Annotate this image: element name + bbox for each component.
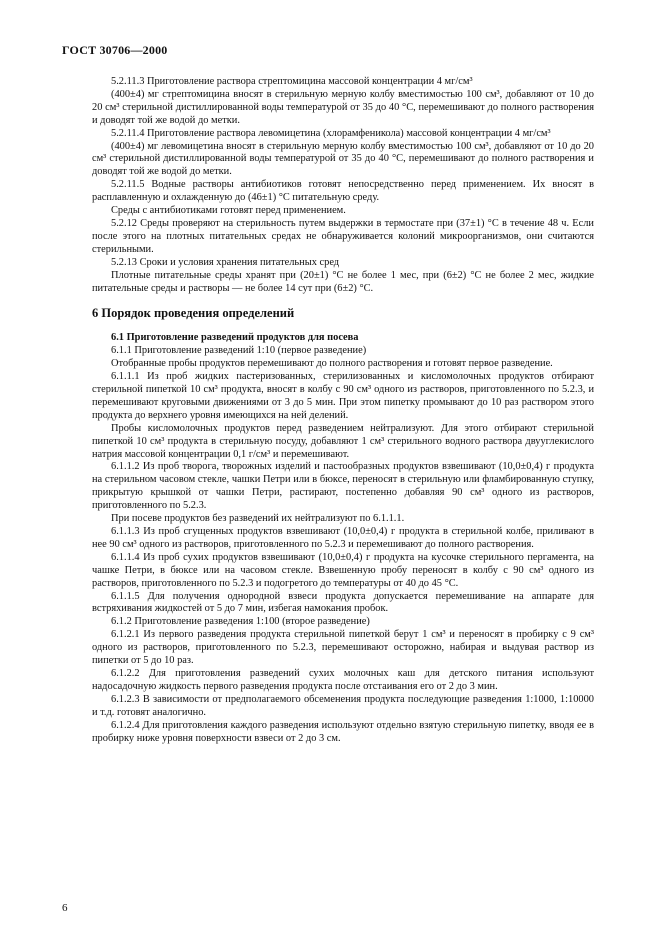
- paragraph: 6.1.2.3 В зависимости от предполагаемого обсеменения продукта последующие разведения 1:1000, 1:10000 и т.д. готовят аналогично.: [92, 693, 594, 718]
- paragraph: Отобранные пробы продуктов перемешивают до полного растворения и готовят первое разведение.: [111, 358, 553, 370]
- paragraph: (400±4) мг левомицетина вносят в стерильную мерную колбу вместимостью 100 см³, добавляют от 10 до 20 см³ стерильной дистиллированной воды температурой от 35 до 40 °С, перемешивают до полного растворения и доводят той же водой до метки.: [92, 140, 594, 178]
- paragraph: Плотные питательные среды хранят при (20±1) °С не более 1 мес, при (6±2) °С не более 2 мес, жидкие питательные среды и растворы — не более 14 сут при (6±2) °С.: [92, 269, 594, 294]
- paragraph: 6.1.1 Приготовление разведений 1:10 (первое разведение): [111, 345, 367, 357]
- paragraph: 6.1.2 Приготовление разведения 1:100 (второе разведение): [111, 616, 370, 628]
- paragraph: 6.1.1.2 Из проб творога, творожных изделий и пастообразных продуктов взвешивают (10,0±0,4) г продукта на стерильном часовом стекле, чашки Петри или в бюксе, переносят в стерильную или фламбированную ступку, прикрытую крышкой от чашки Петри, растирают, постепенно добавляя 90 см³ одного из растворов, приготовленного по 5.2.3.: [92, 461, 594, 512]
- paragraph: 5.2.11.3 Приготовление раствора стрептомицина массовой концентрации 4 мг/см³: [111, 76, 473, 87]
- paragraph: 6.1.1.5 Для получения однородной взвеси продукта допускается перемешивание на аппарате для встряхивания жидкостей от 5 до 7 мин, избегая намокания пробок.: [92, 590, 594, 615]
- paragraph: 6.1.2.4 Для приготовления каждого разведения используют отдельно взятую стерильную пипетку, вводя ее в пробирку ниже уровня поверхности взвеси от 2 до 3 см.: [92, 719, 594, 744]
- document-header: ГОСТ 30706—2000: [62, 43, 168, 57]
- paragraph: (400±4) мг стрептомицина вносят в стерильную мерную колбу вместимостью 100 см³, добавляют от 10 до 20 см³ стерильной дистиллированной воды температурой от 35 до 40 °С, перемешивают до полного растворения и доводят той же водой до метки.: [92, 88, 594, 126]
- paragraph: При посеве продуктов без разведений их нейтрализуют по 6.1.1.1.: [111, 513, 405, 525]
- paragraph: 6.1.2.1 Из первого разведения продукта стерильной пипеткой берут 1 см³ и переносят в пробирку с 9 см³ одного из растворов, приготовленного по 5.2.3, перемешивают осторожно, набирая и выдувая раствор из пипетки от 5 до 10 раз.: [92, 629, 594, 667]
- subsection-heading: 6.1 Приготовление разведений продуктов для посева: [111, 332, 359, 344]
- paragraph: 6.1.2.2 Для приготовления разведений сухих молочных каш для детского питания используют надосадочную жидкость первого разведения продукта после отстаивания его от 2 до 3 мин.: [92, 667, 594, 692]
- paragraph: 5.2.11.4 Приготовление раствора левомицетина (хлорамфеникола) массовой концентрации 4 мг/см³: [111, 127, 551, 139]
- document-body: [92, 76, 594, 745]
- paragraph: 5.2.12 Среды проверяют на стерильность путем выдержки в термостате при (37±1) °С в течение 48 ч. Если после этого на плотных питательных средах не обнаруживается колоний микроорганизмов, они считаются стерильными.: [92, 217, 594, 255]
- section-heading: 6 Порядок проведения определений: [92, 306, 295, 321]
- paragraph: Пробы кисломолочных продуктов перед разведением нейтрализуют. Для этого отбирают стерильной пипеткой 10 см³ продукта в стерильную посуду, добавляют 1 см³ стерильного водного раствора двууглекислого натрия массовой концентрации 0,1 г/см³ и перемешивают.: [92, 422, 594, 460]
- paragraph: 5.2.11.5 Водные растворы антибиотиков готовят непосредственно перед применением. Их вносят в расплавленную и охлажденную до (46±1) °С питательную среду.: [92, 179, 594, 204]
- paragraph: 6.1.1.3 Из проб сгущенных продуктов взвешивают (10,0±0,4) г продукта в стерильной колбе, приливают в нее 90 см³ одного из растворов, приготовленного по 5.2.3 и перемешивают до полного растворения.: [92, 526, 594, 550]
- paragraph: 5.2.13 Сроки и условия хранения питательных сред: [111, 256, 340, 268]
- page-number: 6: [62, 902, 68, 914]
- paragraph: 6.1.1.1 Из проб жидких пастеризованных, стерилизованных и кисломолочных продуктов отбирают стерильной пипеткой 10 см³ продукта, вносят в колбу с 90 см³ одного из растворов, приготовленного по 5.2.3, и перемешивают круговыми движениями от 3 до 5 мин. При этом пипетку промывают до 10 раз раствором этого продукта до верхнего уровня имеющихся на ней делений.: [92, 371, 594, 421]
- paragraph: Среды с антибиотиками готовят перед применением.: [111, 205, 346, 217]
- paragraph: 6.1.1.4 Из проб сухих продуктов взвешивают (10,0±0,4) г продукта на кусочке стерильного пергамента, на чашке Петри, в бюксе или на часовом стекле. Взвешенную пробу переносят в колбу с 90 см³ одного из растворов, приготовленного по 5.2.3 и подогретого до температуры от 40 до 45 °С.: [92, 551, 594, 589]
